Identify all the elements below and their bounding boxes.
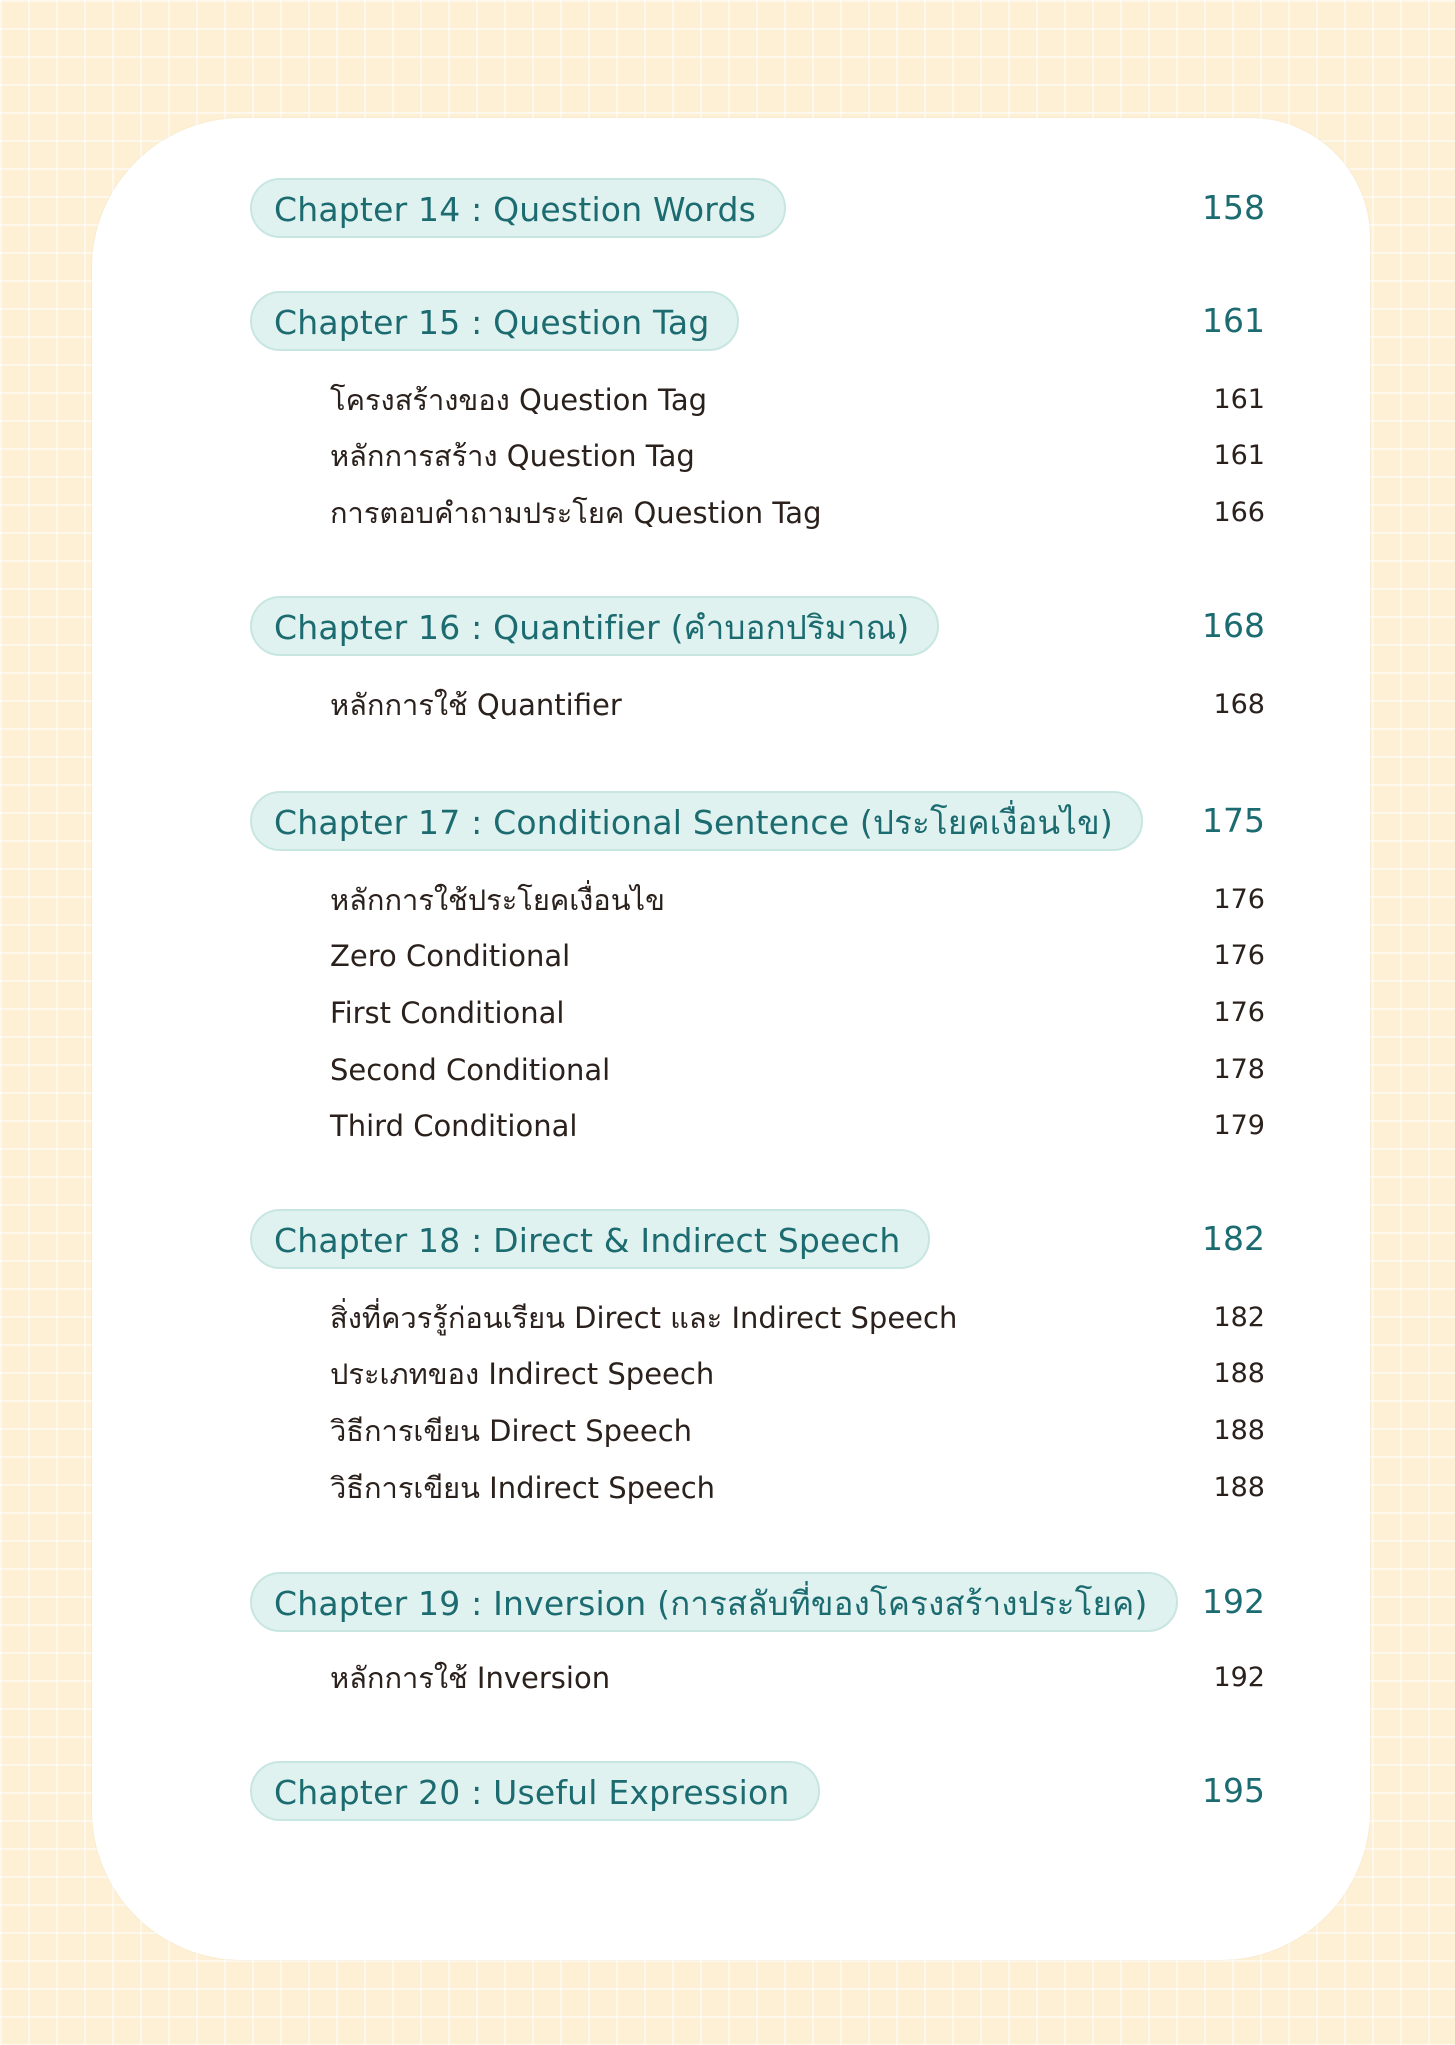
chapter-title: Chapter 20 : Useful Expression <box>274 1773 790 1812</box>
chapter-title: Chapter 18 : Direct & Indirect Speech <box>274 1221 901 1260</box>
toc-item[interactable] <box>92 1408 1370 1454</box>
toc-item[interactable] <box>92 1103 1370 1149</box>
toc-item[interactable] <box>92 1351 1370 1397</box>
toc-item-label: First Conditional <box>330 996 565 1030</box>
chapter-14[interactable] <box>92 178 1370 238</box>
chapter-page-number: 168 <box>1202 606 1265 645</box>
chapter-pill <box>250 1209 930 1269</box>
toc-item-label: ประเภทของ Indirect Speech <box>330 1357 715 1391</box>
chapter-18[interactable] <box>92 1209 1370 1269</box>
toc-item[interactable] <box>92 1655 1370 1701</box>
chapter-title: Chapter 17 : Conditional Sentence (ประโยคเงื่อนไข) <box>274 803 1113 842</box>
toc-card <box>92 118 1370 1960</box>
toc-item-page: 161 <box>1213 384 1265 415</box>
chapter-15[interactable] <box>92 291 1370 351</box>
chapter-title: Chapter 19 : Inversion (การสลับที่ของโครงสร้างประโยค) <box>274 1584 1148 1623</box>
toc-item-label: วิธีการเขียน Direct Speech <box>330 1414 693 1448</box>
chapter-title: Chapter 14 : Question Words <box>274 190 757 229</box>
chapter-page-number: 195 <box>1202 1771 1265 1810</box>
chapter-page-number: 175 <box>1202 801 1265 840</box>
chapter-pill <box>250 291 739 351</box>
toc-item-page: 168 <box>1213 689 1265 720</box>
toc-item-label: การตอบคำถามประโยค Question Tag <box>330 496 822 530</box>
chapter-pill <box>250 1761 820 1821</box>
toc-item-page: 179 <box>1213 1110 1265 1141</box>
toc-item-page: 192 <box>1213 1662 1265 1693</box>
chapter-pill <box>250 791 1143 851</box>
toc-item-label: สิ่งที่ควรรู้ก่อนเรียน Direct และ Indirect Speech <box>330 1301 958 1335</box>
toc-item[interactable] <box>92 1295 1370 1341</box>
toc-item-label: Second Conditional <box>330 1053 611 1087</box>
chapter-title: Chapter 16 : Quantifier (คำบอกปริมาณ) <box>274 608 910 647</box>
chapter-page-number: 192 <box>1202 1582 1265 1621</box>
toc-item-page: 161 <box>1213 440 1265 471</box>
toc-item-page: 176 <box>1213 940 1265 971</box>
chapter-page-number: 161 <box>1202 301 1265 340</box>
toc-item-label: หลักการสร้าง Question Tag <box>330 439 695 473</box>
toc-item[interactable] <box>92 433 1370 479</box>
toc-item-label: Third Conditional <box>330 1109 578 1143</box>
toc-item-label: หลักการใช้ประโยคเงื่อนไข <box>330 883 665 917</box>
chapter-pill <box>250 178 786 238</box>
toc-item-page: 188 <box>1213 1415 1265 1446</box>
toc-item-label: Zero Conditional <box>330 939 571 973</box>
chapter-pill <box>250 1572 1178 1632</box>
toc-item-page: 178 <box>1213 1054 1265 1085</box>
toc-item[interactable] <box>92 990 1370 1036</box>
chapter-page-number: 158 <box>1202 188 1265 227</box>
toc-item-page: 176 <box>1213 884 1265 915</box>
toc-item-label: โครงสร้างของ Question Tag <box>330 383 708 417</box>
chapter-20[interactable] <box>92 1761 1370 1821</box>
toc-item-page: 182 <box>1213 1302 1265 1333</box>
chapter-17[interactable] <box>92 791 1370 851</box>
toc-item-label: หลักการใช้ Quantifier <box>330 688 622 722</box>
toc-item-page: 188 <box>1213 1472 1265 1503</box>
toc-item-page: 188 <box>1213 1358 1265 1389</box>
toc-item-label: หลักการใช้ Inversion <box>330 1661 611 1695</box>
toc-item[interactable] <box>92 1465 1370 1511</box>
toc-item[interactable] <box>92 1047 1370 1093</box>
chapter-16[interactable] <box>92 596 1370 656</box>
toc-item[interactable] <box>92 682 1370 728</box>
toc-item[interactable] <box>92 377 1370 423</box>
toc-item-label: วิธีการเขียน Indirect Speech <box>330 1471 716 1505</box>
toc-item-page: 176 <box>1213 997 1265 1028</box>
toc-item-page: 166 <box>1213 497 1265 528</box>
chapter-pill <box>250 596 939 656</box>
chapter-page-number: 182 <box>1202 1219 1265 1258</box>
chapter-title: Chapter 15 : Question Tag <box>274 303 710 342</box>
toc-item[interactable] <box>92 933 1370 979</box>
toc-item[interactable] <box>92 490 1370 536</box>
toc-item[interactable] <box>92 877 1370 923</box>
chapter-19[interactable] <box>92 1572 1370 1632</box>
